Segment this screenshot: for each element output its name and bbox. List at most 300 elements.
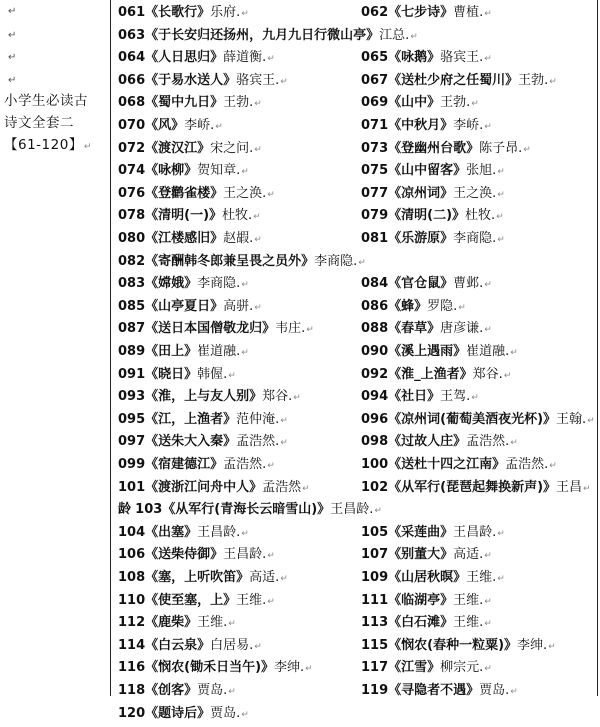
paragraph-mark: ↵ (254, 99, 262, 110)
poem-author: 孟浩然. (236, 434, 280, 450)
poem-number: 074 (118, 163, 146, 179)
poem-row (114, 363, 598, 386)
paragraph-mark: ↵ (305, 664, 313, 675)
paragraph-mark: ↵ (241, 167, 249, 178)
poem-number: 111 (361, 592, 389, 608)
poem-title: 《出塞》 (145, 524, 198, 540)
poem-author: 曹植. (453, 5, 484, 20)
poem-number: 062 (361, 5, 389, 20)
poem-title: 《江楼感旧》 (145, 231, 224, 246)
poem-entry (118, 114, 223, 139)
poem-row (114, 566, 598, 589)
paragraph-mark: ↵ (484, 280, 492, 291)
poem-row (114, 453, 598, 476)
poem-number: 086 (361, 298, 389, 314)
caption-line: 诗文全套二 (4, 115, 74, 131)
caption-line (4, 134, 108, 158)
poem-entry (361, 430, 518, 455)
poem-author: 范仲淹. (236, 411, 280, 427)
poem-number: 083 (118, 276, 146, 292)
poem-entry (361, 521, 505, 546)
poem-row (114, 521, 598, 544)
poem-number: 084 (361, 276, 389, 292)
poem-title: 《山亭夏日》 (145, 298, 224, 314)
paragraph-mark: ↵ (228, 619, 236, 630)
poem-author: 李绅. (517, 637, 548, 653)
poem-entry (118, 566, 288, 591)
poem-author: 王勃. (440, 95, 471, 111)
poem-title: 《官仓鼠》 (388, 276, 454, 292)
poem-entry (118, 634, 262, 659)
poem-number: 090 (361, 344, 389, 359)
poem-row (114, 227, 598, 250)
paragraph-mark: ↵ (484, 664, 492, 675)
poem-row (114, 295, 598, 318)
poem-title: 《春草》 (388, 321, 441, 337)
poem-entry (361, 679, 518, 704)
paragraph-mark: ↵ (83, 142, 92, 152)
paragraph-mark: ↵ (280, 574, 288, 584)
poem-number: 068 (118, 95, 146, 111)
poem-number: 085 (118, 298, 146, 314)
poem-entry (118, 182, 275, 207)
poem-author: 江总. (379, 27, 410, 43)
poem-row (114, 589, 598, 612)
poem-row (114, 498, 598, 521)
poem-number: 108 (118, 570, 146, 585)
poem-title: 《晓日》 (145, 366, 198, 382)
poem-title: 《从军行(琵琶起舞换新声)》 (388, 479, 557, 495)
paragraph-mark: ↵ (254, 144, 262, 155)
poem-title: 《宿建德江》 (145, 457, 224, 472)
poem-entry (118, 679, 236, 704)
poem-author: 王翰. (556, 411, 587, 427)
paragraph-mark: ↵ (253, 212, 261, 223)
poem-number: 103 (135, 502, 163, 518)
caption-line: 小学生必读古 (4, 93, 88, 109)
paragraph-mark: ↵ (8, 52, 17, 63)
poem-title: 《塞，上听吹笛》 (145, 570, 250, 585)
paragraph-mark: ↵ (583, 483, 591, 494)
poem-number: 076 (118, 185, 146, 201)
poem-number: 096 (361, 411, 389, 427)
poem-author: 高骈. (223, 298, 254, 314)
poem-entry (361, 91, 479, 116)
poem-entry (118, 227, 262, 252)
poem-title: 《悯农(锄禾日当午)》 (145, 660, 275, 676)
poem-author: 骆宾王. (440, 50, 484, 66)
poem-title: 《田上》 (145, 344, 198, 359)
poem-title: 《登幽州台歌》 (388, 140, 480, 156)
poem-title: 《中秋月》 (388, 118, 454, 133)
poem-entry (118, 702, 249, 727)
poem-author: 郑谷. (472, 366, 503, 382)
poem-number: 114 (118, 637, 146, 653)
poem-entry (361, 656, 492, 681)
paragraph-mark: ↵ (267, 596, 275, 607)
poem-author: 贺知章. (197, 163, 241, 179)
poem-number: 070 (118, 118, 146, 133)
poem-entry (361, 204, 504, 229)
poem-author: 李峤. (453, 118, 484, 133)
poem-entry (118, 46, 275, 71)
poem-row (114, 69, 598, 92)
poem-title: 《于长安归还扬州，九月九日行微山亭》 (145, 27, 380, 43)
entry-prefix: 龄 (118, 502, 132, 518)
paragraph-mark: ↵ (497, 167, 505, 178)
paragraph-mark: ↵ (497, 189, 505, 200)
poem-title: 《渡浙江问舟中人》 (145, 479, 263, 495)
paragraph-mark: ↵ (280, 415, 288, 426)
poem-number: 120 (118, 705, 146, 721)
poem-number: 112 (118, 615, 146, 631)
poem-title: 《凉州词(葡萄美酒夜光杯)》 (388, 411, 557, 427)
poem-author: 柳宗元. (440, 660, 484, 676)
poem-entry (118, 453, 275, 478)
poem-number: 109 (361, 570, 389, 585)
poem-row (114, 24, 598, 47)
poem-row (114, 430, 598, 453)
poem-entry (118, 295, 262, 320)
paragraph-mark: ↵ (267, 189, 275, 200)
poem-number: 099 (118, 457, 146, 472)
paragraph-mark: ↵ (587, 415, 595, 426)
poem-entry (361, 589, 492, 614)
poem-author: 韩偓. (197, 366, 228, 382)
poem-entry (118, 272, 249, 297)
poem-row (114, 250, 598, 273)
poem-entry (118, 656, 313, 681)
poem-row (114, 1, 598, 24)
paragraph-mark: ↵ (280, 76, 288, 87)
poem-title: 《悯农(春种一粒粟)》 (388, 637, 518, 653)
paragraph-mark: ↵ (8, 75, 17, 86)
poem-entry (361, 295, 466, 320)
paragraph-mark: ↵ (241, 709, 249, 720)
poem-number: 073 (361, 140, 389, 156)
poem-author: 孟浩然 (262, 479, 302, 495)
poem-author: 王昌龄. (453, 524, 497, 540)
poem-author: 王勃. (223, 95, 254, 111)
poem-title: 《七步诗》 (388, 5, 454, 20)
paragraph-mark: ↵ (497, 528, 505, 539)
poem-row (114, 159, 598, 182)
poem-author: 王之涣. (453, 185, 497, 201)
paragraph-mark: ↵ (549, 461, 557, 471)
poem-row (114, 137, 598, 160)
poem-number: 071 (361, 118, 389, 133)
poem-number: 116 (118, 660, 146, 676)
poem-entry (361, 408, 595, 433)
poem-entry (118, 498, 382, 523)
poem-number: 118 (118, 683, 146, 698)
poem-author: 王昌龄. (197, 524, 241, 540)
poem-title: 《社日》 (388, 389, 441, 405)
paragraph-mark: ↵ (484, 551, 492, 562)
poem-title: 《淮，上与友人别》 (145, 389, 263, 405)
poem-author: 王维. (236, 592, 267, 608)
poem-row (114, 385, 598, 408)
poem-number: 077 (361, 185, 389, 201)
poem-entry (118, 24, 418, 49)
poem-author: 高适. (453, 547, 484, 563)
poem-number: 091 (118, 366, 146, 382)
paragraph-mark: ↵ (228, 687, 236, 697)
poem-title: 《山中》 (388, 95, 441, 111)
paragraph-mark: ↵ (484, 122, 492, 132)
poem-title: 《临湖亭》 (388, 592, 454, 608)
poem-number: 117 (361, 660, 389, 676)
poem-author: 李峤. (184, 118, 215, 133)
poem-entry (361, 272, 492, 297)
poem-entry (118, 317, 314, 342)
poem-entry (361, 137, 531, 162)
poem-title: 《渡汉江》 (145, 140, 211, 156)
poem-entry (361, 227, 505, 252)
poem-title: 《溪上遇雨》 (388, 344, 467, 359)
paragraph-mark: ↵ (484, 596, 492, 607)
poem-title: 《采莲曲》 (388, 524, 454, 540)
poem-number: 094 (361, 389, 389, 405)
poem-number: 095 (118, 411, 146, 427)
poem-entry (118, 69, 288, 94)
poem-title: 《凉州词》 (388, 185, 454, 201)
poem-title: 《登鹳雀楼》 (145, 185, 224, 201)
poem-entry (361, 634, 556, 659)
poem-number: 092 (361, 366, 389, 382)
paragraph-mark: ↵ (358, 257, 366, 268)
poem-number: 119 (361, 683, 389, 698)
poem-entry (361, 1, 492, 26)
poem-entry (361, 385, 479, 410)
poem-entry (361, 543, 492, 568)
poem-row (114, 702, 598, 725)
poem-title: 《过故人庄》 (388, 434, 467, 450)
poem-author: 李商隐. (453, 231, 497, 246)
poem-row (114, 204, 598, 227)
poem-author: 王驾. (440, 389, 471, 405)
poem-number: 081 (361, 231, 389, 246)
paragraph-mark: ↵ (549, 76, 557, 87)
poem-entry (361, 159, 505, 184)
poem-title: 《清明(二)》 (388, 208, 466, 224)
paragraph-mark: ↵ (302, 483, 310, 494)
section-caption (4, 90, 108, 158)
poem-row (114, 679, 598, 702)
poem-author: 骆宾王. (236, 72, 280, 88)
paragraph-mark: ↵ (293, 393, 301, 404)
poem-title: 《白石滩》 (388, 615, 454, 631)
poem-author: 曹邺. (453, 276, 484, 292)
paragraph-mark: ↵ (241, 348, 249, 358)
poem-entry (118, 363, 236, 388)
poem-entry (361, 611, 492, 636)
poem-author: 贾岛. (479, 683, 510, 698)
poem-number: 102 (361, 479, 389, 495)
poem-title: 《题诗后》 (145, 705, 211, 721)
poem-row (114, 272, 598, 295)
poem-entry (118, 385, 301, 410)
poem-entry (118, 250, 366, 275)
paragraph-mark: ↵ (471, 393, 479, 404)
poem-row (114, 611, 598, 634)
poem-title: 《山中留客》 (388, 163, 467, 179)
paragraph-mark: ↵ (410, 31, 418, 42)
poem-entry (118, 589, 275, 614)
poem-row (114, 408, 598, 431)
poem-author: 杜牧. (465, 208, 496, 224)
poem-title: 《使至塞，上》 (145, 592, 237, 608)
paragraph-mark: ↵ (215, 122, 223, 132)
poem-number: 088 (361, 321, 389, 337)
poem-author: 韦庄. (275, 321, 306, 337)
paragraph-mark: ↵ (267, 461, 275, 471)
poem-author: 王之涣. (223, 185, 267, 201)
paragraph-mark: ↵ (280, 438, 288, 449)
poem-number: 080 (118, 231, 146, 246)
poem-row (114, 114, 598, 137)
poem-entry (118, 159, 249, 184)
paragraph-mark: ↵ (510, 687, 518, 697)
poem-author: 唐彦谦. (440, 321, 484, 337)
poem-title: 《江雪》 (388, 660, 441, 676)
poem-title: 《白云泉》 (145, 637, 211, 653)
paragraph-mark: ↵ (523, 144, 531, 155)
poem-row (114, 91, 598, 114)
poem-title: 《江，上渔者》 (145, 411, 237, 427)
poem-title: 《风》 (145, 118, 185, 133)
paragraph-mark: ↵ (254, 641, 262, 652)
poem-title: 《乐游原》 (388, 231, 454, 246)
poem-author: 李商隐. (197, 276, 241, 292)
poem-number: 105 (361, 524, 389, 540)
poem-author: 高适. (249, 570, 280, 585)
poem-entry (361, 340, 518, 365)
poem-entry (118, 430, 288, 455)
poem-author: 王昌 (556, 479, 583, 495)
poem-entry (361, 69, 557, 94)
poem-author: 王昌龄. (330, 502, 374, 518)
poem-number: 072 (118, 140, 146, 156)
poem-number: 061 (118, 5, 146, 20)
left-border-line (110, 0, 111, 696)
poem-author: 王维. (466, 570, 497, 585)
poem-author: 杜牧. (222, 208, 253, 224)
poem-number: 066 (118, 72, 146, 88)
paragraph-mark: ↵ (241, 528, 249, 539)
poem-row (114, 476, 598, 499)
poem-number: 106 (118, 547, 146, 563)
paragraph-mark: ↵ (484, 325, 492, 336)
paragraph-mark: ↵ (458, 302, 466, 313)
poem-row (114, 340, 598, 363)
paragraph-mark: ↵ (496, 212, 504, 223)
poem-title: 《别董大》 (388, 547, 454, 563)
paragraph-mark: ↵ (228, 370, 236, 381)
poem-author: 王维. (453, 615, 484, 631)
paragraph-mark: ↵ (497, 574, 505, 584)
poem-entry (118, 476, 310, 501)
poem-title: 《寻隐者不遇》 (388, 683, 480, 698)
poem-author: 乐府. (210, 5, 241, 20)
poem-author: 赵嘏. (223, 231, 254, 246)
poem-number: 064 (118, 50, 146, 66)
poem-entry (118, 521, 249, 546)
paragraph-mark: ↵ (8, 6, 17, 17)
paragraph-mark: ↵ (267, 551, 275, 562)
poem-row (114, 543, 598, 566)
poem-author: 宋之问. (210, 140, 254, 156)
poem-row (114, 317, 598, 340)
poem-author: 贾岛. (210, 705, 241, 721)
poem-row (114, 634, 598, 657)
paragraph-mark: ↵ (254, 235, 262, 245)
poem-author: 贾岛. (197, 683, 228, 698)
poem-entry (361, 46, 492, 71)
paragraph-mark: ↵ (484, 619, 492, 630)
poem-title: 《蜀中九日》 (145, 95, 224, 111)
poem-number: 104 (118, 524, 146, 540)
poem-number: 063 (118, 27, 146, 43)
poem-number: 107 (361, 547, 389, 563)
poem-number: 079 (361, 208, 389, 224)
poem-title: 《淮_上渔者》 (388, 366, 473, 382)
poem-number: 067 (361, 72, 389, 88)
poem-entry (118, 340, 249, 365)
poem-title: 《寄酬韩冬郎兼呈畏之员外》 (145, 253, 315, 269)
poem-author: 郑谷. (262, 389, 293, 405)
poem-author: 李商隐. (314, 253, 358, 269)
poem-author: 王勃. (518, 72, 549, 88)
poem-number: 101 (118, 479, 146, 495)
poem-entry (361, 566, 505, 591)
poem-number: 115 (361, 637, 389, 653)
paragraph-mark: ↵ (471, 99, 479, 110)
poem-title: 《鹿柴》 (145, 615, 198, 631)
poem-entry (118, 204, 261, 229)
poem-title: 《长歌行》 (145, 5, 211, 20)
poem-author: 孟浩然. (505, 457, 549, 472)
poem-number: 093 (118, 389, 146, 405)
poem-title: 《咏柳》 (145, 163, 198, 179)
poem-number: 110 (118, 592, 146, 608)
paragraph-mark: ↵ (374, 506, 382, 517)
poem-author: 罗隐. (427, 298, 458, 314)
poem-title: 《嫦娥》 (145, 276, 198, 292)
poem-entry (118, 611, 236, 636)
poem-title: 《送杜少府之任蜀川》 (388, 72, 519, 88)
poem-title: 《蜂》 (388, 298, 428, 314)
caption-range: 【61-120】 (4, 137, 83, 153)
poem-number: 069 (361, 95, 389, 111)
poem-author: 王维. (453, 592, 484, 608)
poem-title: 《人日思归》 (145, 50, 224, 66)
poem-entry (361, 317, 492, 342)
poem-title: 《创客》 (145, 683, 198, 698)
poem-title: 《送朱大入秦》 (145, 434, 237, 450)
poem-entry (361, 453, 557, 478)
poem-number: 098 (361, 434, 389, 450)
poem-entry (361, 363, 511, 388)
poem-author: 李绅. (274, 660, 305, 676)
poem-number: 082 (118, 253, 146, 269)
poem-author: 陈子昂. (479, 140, 523, 156)
paragraph-mark: ↵ (497, 235, 505, 245)
poem-author: 张旭. (466, 163, 497, 179)
poem-number: 075 (361, 163, 389, 179)
poem-author: 白居易. (210, 637, 254, 653)
paragraph-mark: ↵ (254, 302, 262, 313)
